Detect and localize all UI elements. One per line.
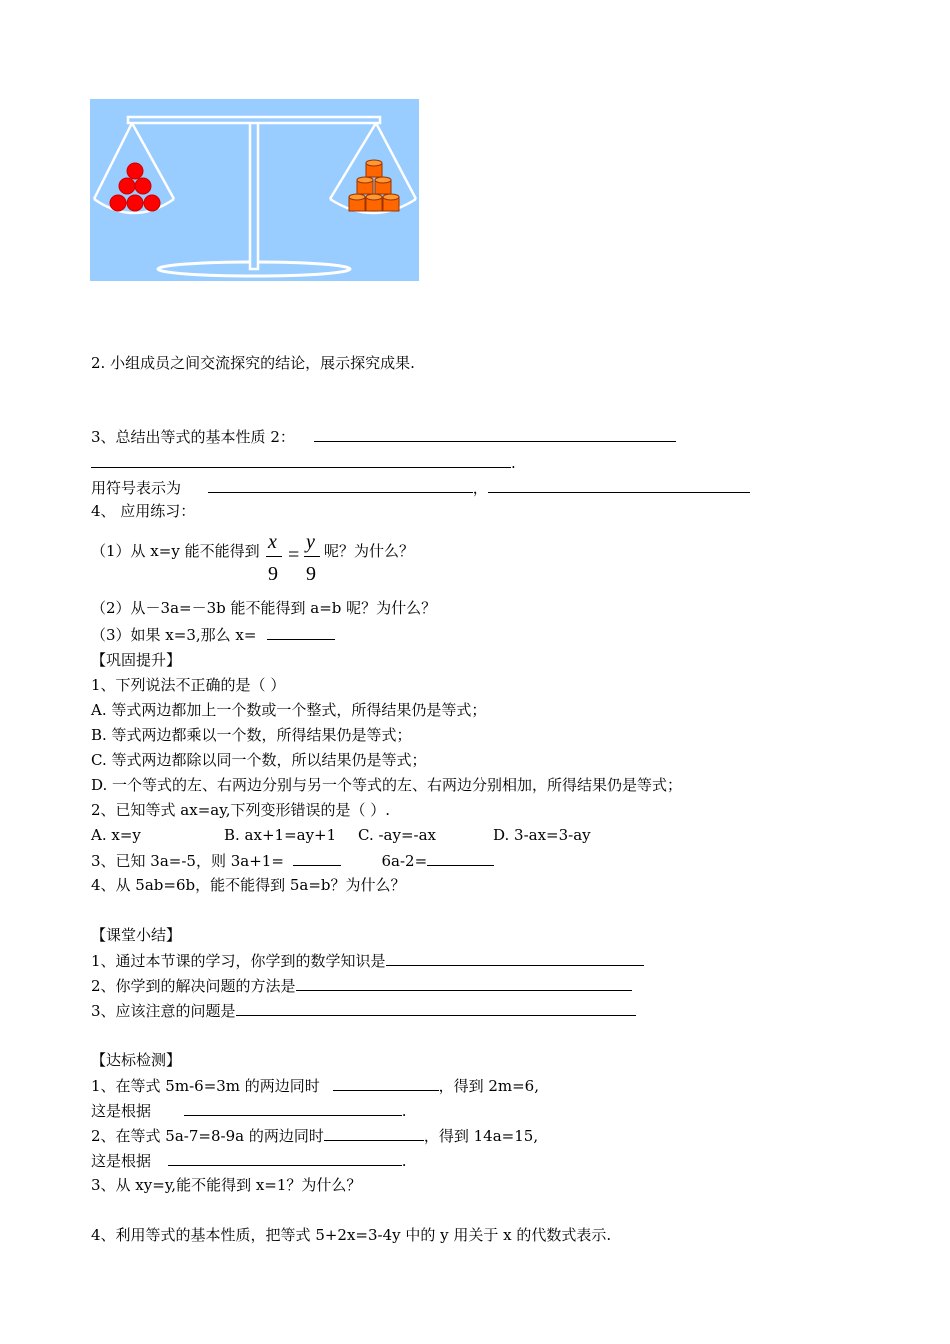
property-2-blank-1[interactable] — [314, 426, 676, 442]
check-q1-basis — [91, 1100, 407, 1121]
fraction-x-denominator: 9 — [268, 563, 278, 585]
practice-q1-suffix: 呢？为什么？ — [324, 542, 415, 560]
practice-q3-blank[interactable] — [267, 624, 335, 640]
practice-title: 4、 应用练习： — [91, 502, 196, 520]
summary-q1-blank[interactable] — [386, 950, 644, 966]
consolidate-q2-option-c: C. -ay=-ax — [358, 826, 437, 844]
check-q2-part-a: 2、在等式 5a-7=8-9a 的两边同时 — [91, 1127, 324, 1145]
practice-q3 — [91, 624, 335, 645]
summary-q3-text: 3、应该注意的问题是 — [91, 1002, 236, 1020]
check-q2-basis-label: 这是根据 — [91, 1152, 152, 1170]
summary-q2-text: 2、你学到的解决问题的方法是 — [91, 977, 296, 995]
symbol-label: 用符号表示为 — [91, 479, 182, 497]
summary-q2-blank[interactable] — [296, 975, 632, 991]
consolidate-q2-option-b: B. ax+1=ay+1 — [224, 826, 337, 844]
consolidate-q1-option-b: B. 等式两边都乘以一个数，所得结果仍是等式； — [91, 726, 412, 744]
check-q1-blank-2[interactable] — [184, 1100, 402, 1116]
symbol-blank-2[interactable] — [488, 477, 750, 493]
comma: ， — [472, 479, 488, 497]
consolidate-q1-option-c: C. 等式两边都除以同一个数，所以结果仍是等式； — [91, 751, 427, 769]
summary-q3 — [91, 1000, 636, 1021]
consolidate-q2-option-a: A. x=y — [91, 826, 141, 844]
property-2-blank-2[interactable] — [91, 452, 511, 468]
consolidate-q1-option-a: A. 等式两边都加上一个数或一个整式，所得结果仍是等式； — [91, 701, 487, 719]
check-q2-part-b: ，得到 14a=15, — [423, 1127, 539, 1145]
consolidate-q3-blank-2[interactable] — [427, 850, 494, 866]
symbol-blank-1[interactable] — [208, 477, 473, 493]
check-q2-blank-2[interactable] — [168, 1150, 402, 1166]
fraction-bar-right — [304, 556, 320, 557]
equals-sign: = — [288, 544, 300, 566]
property-2-label: 3、总结出等式的基本性质 2： — [91, 428, 295, 446]
fraction-bar-left — [266, 556, 282, 557]
check-q4: 4、利用等式的基本性质，把等式 5+2x=3-4y 中的 y 用关于 x 的代数式表示. — [91, 1226, 612, 1244]
property-2-line-2 — [91, 452, 516, 473]
scale-pole — [250, 119, 258, 269]
practice-q2: （2）从－3a=－3b 能不能得到 a=b 呢？为什么？ — [91, 599, 437, 617]
step-2-text: 2. 小组成员之间交流探究的结论，展示探究成果. — [91, 354, 415, 372]
check-header: 【达标检测】 — [91, 1051, 182, 1069]
balance-scale-figure — [90, 99, 419, 281]
property-2-line — [91, 426, 676, 447]
consolidate-q3-part-b: 6a-2= — [381, 852, 428, 870]
summary-header: 【课堂小结】 — [91, 926, 182, 944]
practice-q1-prefix: （1）从 x=y 能不能得到 — [91, 542, 260, 560]
consolidate-q2-option-d: D. 3-ax=3-ay — [493, 826, 591, 844]
check-q1-basis-label: 这是根据 — [91, 1102, 152, 1120]
check-q2-blank-1[interactable] — [324, 1125, 424, 1141]
check-q2-basis — [91, 1150, 407, 1171]
consolidate-q3-part-a: 3、已知 3a=-5，则 3a+1= — [91, 852, 284, 870]
summary-q1-text: 1、通过本节课的学习，你学到的数学知识是 — [91, 952, 386, 970]
consolidate-q1-option-d: D. 一个等式的左、右两边分别与另一个等式的左、右两边分别相加，所得结果仍是等式； — [91, 776, 683, 794]
check-q1-blank-1[interactable] — [333, 1075, 439, 1091]
summary-q2 — [91, 975, 632, 996]
check-q1-part-b: ，得到 2m=6, — [438, 1077, 539, 1095]
consolidate-header: 【巩固提升】 — [91, 651, 182, 669]
consolidate-q1: 1、下列说法不正确的是（ ） — [91, 676, 286, 694]
summary-q1 — [91, 950, 644, 971]
fraction-y-numerator: y — [306, 531, 315, 553]
fraction-y-denominator: 9 — [306, 563, 316, 585]
period: . — [511, 454, 516, 472]
period: . — [401, 1152, 407, 1170]
consolidate-q3-blank-1[interactable] — [293, 850, 341, 866]
practice-q3-text: （3）如果 x=3,那么 x= — [91, 626, 257, 644]
consolidate-q2: 2、已知等式 ax=ay,下列变形错误的是（ ）. — [91, 801, 391, 819]
consolidate-q3 — [91, 850, 494, 871]
check-q2 — [91, 1125, 538, 1146]
fraction-x-numerator: x — [268, 531, 277, 553]
period: . — [401, 1102, 407, 1120]
symbol-line — [91, 477, 750, 498]
scale-beam — [128, 117, 380, 123]
summary-q3-blank[interactable] — [236, 1000, 636, 1016]
check-q3: 3、从 xy=y,能不能得到 x=1？为什么？ — [91, 1176, 362, 1194]
consolidate-q4: 4、从 5ab=6b，能不能得到 5a=b？为什么？ — [91, 876, 406, 894]
practice-q1 — [91, 541, 260, 561]
check-q1-part-a: 1、在等式 5m-6=3m 的两边同时 — [91, 1077, 320, 1095]
check-q1 — [91, 1075, 539, 1096]
